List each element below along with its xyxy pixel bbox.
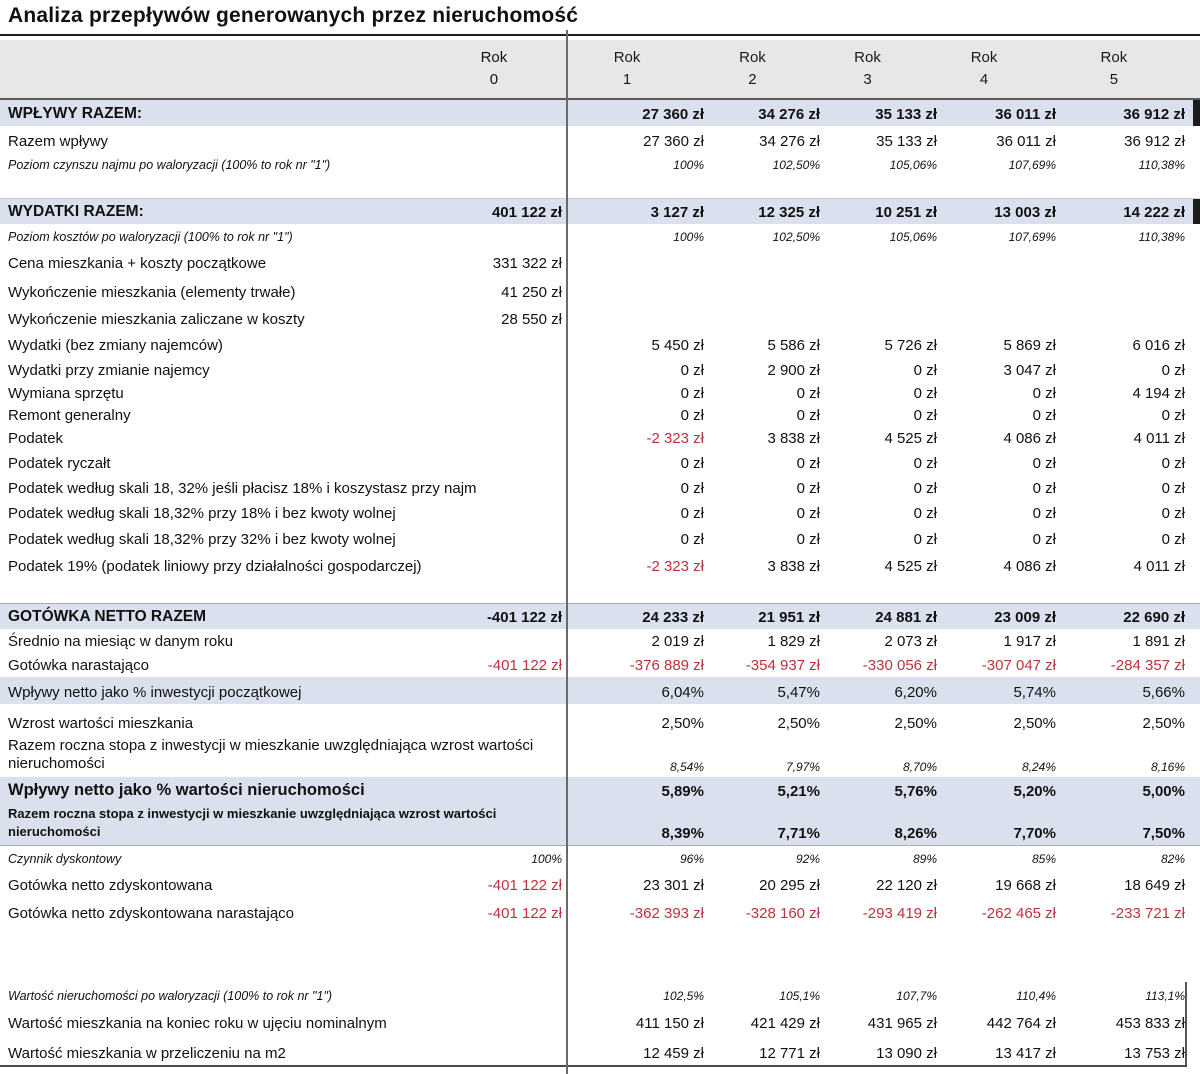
row-label: Wpływy netto jako % wartości nieruchomości xyxy=(8,781,365,799)
cell-rok-4: 107,69% xyxy=(1008,158,1056,172)
row-label-cell xyxy=(0,331,566,357)
cell-rok-2: 12 771 zł xyxy=(759,1045,820,1062)
cell-rok-2: 0 zł xyxy=(796,480,820,497)
table-bottom-border xyxy=(0,1065,1187,1067)
row-label-cell xyxy=(0,897,566,925)
cell-rok-2: 21 951 zł xyxy=(758,609,820,626)
row-label-cell xyxy=(0,704,566,735)
cell-rok-1: -376 889 zł xyxy=(629,657,704,674)
cell-rok-4: 3 047 zł xyxy=(1003,362,1056,379)
cell-rok-1: 0 zł xyxy=(680,480,704,497)
table-row xyxy=(0,1006,1200,1035)
cell-rok-5: 14 222 zł xyxy=(1123,204,1185,221)
cell-rok-3: -293 419 zł xyxy=(862,905,937,922)
row-label-cell xyxy=(0,525,566,551)
cell-rok-3: 24 881 zł xyxy=(875,609,937,626)
cell-rok-5: 18 649 zł xyxy=(1124,877,1185,894)
table-row xyxy=(0,405,1200,427)
cell-rok-3: 22 120 zł xyxy=(876,877,937,894)
cell-rok-2: 5 586 zł xyxy=(767,337,820,354)
cell-rok-5: 36 912 zł xyxy=(1123,106,1185,123)
cell-rok-2 xyxy=(704,304,820,331)
cell-rok-4: 85% xyxy=(1031,852,1056,866)
table-row xyxy=(0,629,1200,653)
row-label-cell xyxy=(0,677,566,704)
cell-rok-3: 431 965 zł xyxy=(867,1015,937,1032)
cell-rok-5: 82% xyxy=(1160,852,1185,866)
cell-rok-3: 8,26% xyxy=(894,825,937,842)
cell-rok-5: 0 zł xyxy=(1161,531,1185,548)
cell-rok-1: 100% xyxy=(673,158,704,172)
cell-rok-2: 102,50% xyxy=(772,158,820,172)
cell-rok-4: 13 003 zł xyxy=(994,204,1056,221)
row-label-cell xyxy=(0,405,566,427)
cell-rok-3: 0 zł xyxy=(913,455,937,472)
row-label: Wpływy netto jako % inwestycji początkowej xyxy=(8,684,302,701)
cell-rok-4: 4 086 zł xyxy=(1003,430,1056,447)
row-label: Gotówka netto zdyskontowana narastająco xyxy=(8,905,295,922)
cell-rok-1: 2 019 zł xyxy=(651,633,704,650)
table-row xyxy=(0,869,1200,897)
cell-rok-1: 0 zł xyxy=(680,531,704,548)
row-label-cell xyxy=(0,735,566,777)
cell-rok-4: 36 011 zł xyxy=(995,106,1056,123)
cell-rok-0: 41 250 zł xyxy=(501,284,562,301)
table-row xyxy=(0,153,1200,175)
cell-rok-4: 19 668 zł xyxy=(995,877,1056,894)
cell-rok-1: 100% xyxy=(673,230,704,244)
cell-rok-3: 107,7% xyxy=(896,989,937,1003)
cell-rok-4: 110,4% xyxy=(1016,989,1056,1003)
cell-rok-5: 110,38% xyxy=(1138,158,1185,172)
cell-rok-3: 35 133 zł xyxy=(876,133,937,150)
row-label: Wydatki przy zmianie najemcy xyxy=(8,362,210,379)
cell-rok-2: 3 838 zł xyxy=(767,430,820,447)
cell-rok-4: 5,74% xyxy=(1013,684,1056,701)
cell-rok-2: 34 276 zł xyxy=(758,106,820,123)
cell-rok-2: 1 829 zł xyxy=(767,633,820,650)
row-label: Podatek 19% (podatek liniowy przy działalności gospodarczej) xyxy=(8,558,422,575)
cell-rok-5: 4 011 zł xyxy=(1133,558,1185,575)
cell-rok-2: 102,50% xyxy=(772,230,820,244)
row-label: Poziom czynszu najmu po waloryzacji (100% to rok nr "1") xyxy=(8,158,331,172)
cell-rok-2: 92% xyxy=(795,852,820,866)
cell-rok-3: 89% xyxy=(912,852,937,866)
row-label-cell xyxy=(0,450,566,475)
cell-rok-2: 2 900 zł xyxy=(767,362,820,379)
cell-rok-4: 36 011 zł xyxy=(996,133,1056,150)
table-row xyxy=(0,427,1200,450)
cell-rok-0: -401 122 zł xyxy=(487,657,562,674)
row-label: Podatek według skali 18,32% przy 18% i bez kwoty wolnej xyxy=(8,505,396,522)
row-label: WYDATKI RAZEM: xyxy=(8,203,144,220)
cell-rok-3: 2,50% xyxy=(894,715,937,732)
cell-rok-5: 0 zł xyxy=(1161,362,1185,379)
cell-rok-0: 331 322 zł xyxy=(492,255,562,272)
cell-rok-3: 5,76% xyxy=(894,783,937,800)
cell-rok-3: 0 zł xyxy=(913,385,937,402)
row-label: Podatek ryczałt xyxy=(8,455,111,472)
cell-rok-0: 401 122 zł xyxy=(491,204,562,221)
cell-rok-1: 24 233 zł xyxy=(642,609,704,626)
row-label-cell xyxy=(0,551,566,578)
cell-rok-2: 12 325 zł xyxy=(758,204,820,221)
table-row xyxy=(0,100,1200,126)
cell-rok-5: 8,16% xyxy=(1150,760,1185,774)
row-label: Wzrost wartości mieszkania xyxy=(8,715,194,732)
row-label-cell xyxy=(0,382,566,405)
row-label-cell xyxy=(0,304,566,331)
row-label-cell xyxy=(0,100,566,126)
row-label-cell xyxy=(0,653,566,677)
cell-rok-1: 3 127 zł xyxy=(650,204,704,221)
cell-rok-5: 22 690 zł xyxy=(1123,609,1185,626)
table-row xyxy=(0,845,1200,869)
cell-rok-4: 0 zł xyxy=(1032,480,1056,497)
cell-rok-5: 0 zł xyxy=(1161,480,1185,497)
row-label: Wartość nieruchomości po waloryzacji (100% to rok nr "1") xyxy=(8,989,333,1003)
cell-rok-1: 96% xyxy=(679,852,704,866)
table-row xyxy=(0,803,1200,845)
cell-rok-5: 4 194 zł xyxy=(1132,385,1185,402)
cell-rok-1: 0 zł xyxy=(680,407,704,424)
cell-rok-2: 0 zł xyxy=(796,455,820,472)
cell-rok-2: 0 zł xyxy=(796,407,820,424)
row-label: Remont generalny xyxy=(8,407,131,424)
spacer-row xyxy=(0,578,1200,603)
cell-rok-2: 105,1% xyxy=(779,989,820,1003)
page-title: Analiza przepływów generowanych przez nieruchomość xyxy=(8,4,579,27)
cell-rok-1: 0 zł xyxy=(680,505,704,522)
cell-rok-4: -262 465 zł xyxy=(981,905,1056,922)
table-row xyxy=(0,982,1200,1006)
row-label-cell xyxy=(0,1006,566,1035)
cell-rok-3: -330 056 zł xyxy=(862,657,937,674)
table-row xyxy=(0,275,1200,304)
cell-rok-1: 23 301 zł xyxy=(643,877,704,894)
cell-rok-4 xyxy=(937,247,1056,275)
table-row xyxy=(0,677,1200,704)
cell-rok-4: 13 417 zł xyxy=(995,1045,1056,1062)
cell-rok-4: -307 047 zł xyxy=(981,657,1056,674)
row-label-cell xyxy=(0,199,566,224)
cell-rok-1: 27 360 zł xyxy=(643,133,704,150)
cell-rok-4: 5 869 zł xyxy=(1003,337,1056,354)
cell-rok-5: 0 zł xyxy=(1161,407,1185,424)
table-row xyxy=(0,735,1200,777)
row-label: Wymiana sprzętu xyxy=(8,385,124,402)
table-row xyxy=(0,551,1200,578)
cell-rok-5: 110,38% xyxy=(1138,230,1185,244)
cell-rok-1: 0 zł xyxy=(680,385,704,402)
cell-rok-2: 0 zł xyxy=(796,385,820,402)
column-header-rok-1: Rok 1 xyxy=(613,49,641,88)
row-label-cell xyxy=(0,224,566,247)
header-spacer-cell xyxy=(0,40,559,98)
cell-rok-4: 1 917 zł xyxy=(1003,633,1056,650)
cell-rok-1: 411 150 zł xyxy=(635,1015,704,1032)
row-label-cell xyxy=(0,275,566,304)
cell-rok-3: 13 090 zł xyxy=(876,1045,937,1062)
cell-rok-5: 5,66% xyxy=(1142,684,1185,701)
row-label: Podatek xyxy=(8,430,64,447)
cell-rok-3: 35 133 zł xyxy=(875,106,937,123)
table-row xyxy=(0,198,1200,224)
cell-rok-0: 28 550 zł xyxy=(501,311,562,328)
cell-rok-4: 0 zł xyxy=(1032,531,1056,548)
table-body xyxy=(0,100,1200,1065)
cell-rok-1: 12 459 zł xyxy=(643,1045,704,1062)
cell-rok-4: 0 zł xyxy=(1032,407,1056,424)
row-label: Poziom kosztów po waloryzacji (100% to rok nr "1") xyxy=(8,230,293,244)
table-row xyxy=(0,525,1200,551)
cell-rok-4: 107,69% xyxy=(1008,230,1056,244)
cell-rok-5: 0 zł xyxy=(1161,455,1185,472)
cell-rok-4 xyxy=(937,275,1056,304)
row-label-cell xyxy=(0,1035,566,1065)
cell-rok-5 xyxy=(1056,304,1200,331)
row-label: Razem roczna stopa z inwestycji w mieszkanie uwzględniająca wzrost wartości nieruchomości xyxy=(8,737,534,772)
column-header-rok-3: Rok 3 xyxy=(854,49,881,88)
table-row xyxy=(0,1035,1200,1065)
row-label: Średnio na miesiąc w danym roku xyxy=(8,633,234,650)
cell-rok-1: 0 zł xyxy=(680,455,704,472)
cell-rok-1: 6,04% xyxy=(661,684,704,701)
row-label-cell xyxy=(0,777,566,803)
row-label: Podatek według skali 18,32% przy 32% i bez kwoty wolnej xyxy=(8,531,396,548)
cell-rok-3 xyxy=(820,304,937,331)
cell-rok-1: -2 323 zł xyxy=(646,558,704,575)
table-row xyxy=(0,653,1200,677)
cell-rok-1: -2 323 zł xyxy=(646,430,704,447)
row-label: Razem wpływy xyxy=(8,133,109,150)
cell-rok-2: 2,50% xyxy=(777,715,820,732)
cell-rok-1: 27 360 zł xyxy=(642,106,704,123)
cell-rok-4: 0 zł xyxy=(1032,385,1056,402)
table-row xyxy=(0,331,1200,357)
cell-rok-3: 4 525 zł xyxy=(884,430,937,447)
column-header-rok-4: Rok 4 xyxy=(970,49,998,88)
cell-rok-1 xyxy=(566,247,704,275)
cell-rok-5 xyxy=(1056,275,1200,304)
cell-rok-5: 0 zł xyxy=(1161,505,1185,522)
cell-rok-1: 8,39% xyxy=(661,825,704,842)
cell-rok-3: 105,06% xyxy=(889,230,937,244)
cell-rok-2: -328 160 zł xyxy=(745,905,820,922)
table-row xyxy=(0,777,1200,803)
cell-rok-5: 5,00% xyxy=(1142,783,1185,800)
table-row xyxy=(0,304,1200,331)
spacer-row xyxy=(0,175,1200,198)
row-label: Wydatki (bez zmiany najemców) xyxy=(8,337,223,354)
cell-rok-3: 0 zł xyxy=(913,480,937,497)
table-row xyxy=(0,704,1200,735)
column-header-rok-5: Rok 5 xyxy=(1100,49,1128,88)
cell-rok-4: 7,70% xyxy=(1013,825,1056,842)
column-header-rok-2: Rok 2 xyxy=(739,49,766,88)
cell-rok-2: 5,47% xyxy=(777,684,820,701)
row-label: Gotówka narastająco xyxy=(8,657,149,674)
cell-rok-3: 6,20% xyxy=(894,684,937,701)
table-row xyxy=(0,603,1200,629)
cell-rok-4 xyxy=(937,304,1056,331)
row-label-cell xyxy=(0,126,566,153)
cell-rok-4: 8,24% xyxy=(1021,760,1056,774)
cell-rok-2: 20 295 zł xyxy=(759,877,820,894)
cell-rok-5: -284 357 zł xyxy=(1110,657,1185,674)
cell-rok-4: 2,50% xyxy=(1013,715,1056,732)
table-row xyxy=(0,382,1200,405)
row-label: GOTÓWKA NETTO RAZEM xyxy=(8,608,207,625)
cell-rok-2: 0 zł xyxy=(796,505,820,522)
cell-rok-3 xyxy=(820,275,937,304)
cell-rok-3: 10 251 zł xyxy=(875,204,937,221)
cell-rok-2 xyxy=(704,247,820,275)
cell-rok-5: -233 721 zł xyxy=(1110,905,1185,922)
cell-rok-4: 5,20% xyxy=(1013,783,1056,800)
row-label-cell xyxy=(0,357,566,382)
cell-rok-2: -354 937 zł xyxy=(745,657,820,674)
row-label-cell xyxy=(0,153,566,175)
cell-rok-3: 0 zł xyxy=(913,362,937,379)
column-header-rok-0: Rok 0 xyxy=(480,49,508,88)
cell-rok-0: -401 122 zł xyxy=(487,905,562,922)
table-row xyxy=(0,126,1200,153)
table-row xyxy=(0,224,1200,247)
row-label-cell xyxy=(0,803,566,845)
table-header-row xyxy=(0,40,1200,100)
spacer-row xyxy=(0,925,1200,982)
cell-rok-2: 7,71% xyxy=(777,825,820,842)
cell-rok-1: -362 393 zł xyxy=(629,905,704,922)
cell-rok-3: 5 726 zł xyxy=(884,337,937,354)
cell-rok-2: 421 429 zł xyxy=(750,1015,820,1032)
row-label-cell xyxy=(0,475,566,500)
table-row xyxy=(0,357,1200,382)
cell-rok-2: 3 838 zł xyxy=(767,558,820,575)
row-label: WPŁYWY RAZEM: xyxy=(8,105,143,122)
title-bar xyxy=(0,0,1200,36)
row-label-cell xyxy=(0,982,566,1006)
cell-rok-4: 0 zł xyxy=(1032,505,1056,522)
cell-rok-1: 8,54% xyxy=(669,760,704,774)
row-label-cell xyxy=(0,604,566,629)
table-row xyxy=(0,247,1200,275)
cell-rok-5: 1 891 zł xyxy=(1132,633,1185,650)
row-label: Czynnik dyskontowy xyxy=(8,852,122,866)
table-row xyxy=(0,450,1200,475)
cell-rok-0: -401 122 zł xyxy=(487,877,562,894)
column-divider-line xyxy=(566,30,568,1074)
cell-rok-1: 5,89% xyxy=(661,783,704,800)
cell-rok-2: 34 276 zł xyxy=(759,133,820,150)
cell-rok-3: 8,70% xyxy=(902,760,937,774)
cell-rok-5: 13 753 zł xyxy=(1124,1045,1185,1062)
table-row xyxy=(0,500,1200,525)
cell-rok-5 xyxy=(1056,247,1200,275)
cell-rok-3 xyxy=(820,247,937,275)
cell-rok-5: 113,1% xyxy=(1145,989,1185,1003)
cell-rok-4: 23 009 zł xyxy=(994,609,1056,626)
row-label: Wykończenie mieszkania (elementy trwałe) xyxy=(8,284,296,301)
cell-rok-5: 453 833 zł xyxy=(1115,1015,1185,1032)
cell-rok-2: 7,97% xyxy=(785,760,820,774)
row-label: Razem roczna stopa z inwestycji w mieszkanie uwzględniająca wzrost wartości nieruchomości xyxy=(8,806,497,839)
cell-rok-1 xyxy=(566,275,704,304)
cell-rok-5: 2,50% xyxy=(1142,715,1185,732)
cell-rok-5: 4 011 zł xyxy=(1133,430,1185,447)
cell-rok-1: 5 450 zł xyxy=(651,337,704,354)
row-label-cell xyxy=(0,629,566,653)
cell-rok-3: 0 zł xyxy=(913,407,937,424)
row-label-cell xyxy=(0,869,566,897)
row-label: Podatek według skali 18, 32% jeśli płacisz 18% i koszystasz przy najm xyxy=(8,480,477,497)
row-label: Wartość mieszkania na koniec roku w ujęciu nominalnym xyxy=(8,1015,387,1032)
row-label: Wartość mieszkania w przeliczeniu na m2 xyxy=(8,1045,286,1062)
cell-rok-1: 2,50% xyxy=(661,715,704,732)
cell-rok-1: 102,5% xyxy=(663,989,704,1003)
cell-rok-1 xyxy=(566,304,704,331)
cell-rok-5: 6 016 zł xyxy=(1132,337,1185,354)
cell-rok-2: 5,21% xyxy=(777,783,820,800)
cell-rok-0: 100% xyxy=(531,852,562,866)
cell-rok-5: 36 912 zł xyxy=(1124,133,1185,150)
row-label-cell xyxy=(0,846,566,869)
row-label-cell xyxy=(0,247,566,275)
row-label-cell xyxy=(0,427,566,450)
cell-rok-3: 4 525 zł xyxy=(884,558,937,575)
cell-rok-1: 0 zł xyxy=(680,362,704,379)
cell-rok-4: 0 zł xyxy=(1032,455,1056,472)
cell-rok-2: 0 zł xyxy=(796,531,820,548)
row-label: Cena mieszkania + koszty początkowe xyxy=(8,255,267,272)
table-row xyxy=(0,897,1200,925)
table-row xyxy=(0,475,1200,500)
cell-rok-3: 0 zł xyxy=(913,531,937,548)
cell-rok-3: 2 073 zł xyxy=(884,633,937,650)
row-label-cell xyxy=(0,500,566,525)
cell-rok-3: 105,06% xyxy=(889,158,937,172)
cell-rok-0: -401 122 zł xyxy=(486,609,562,626)
cell-rok-4: 4 086 zł xyxy=(1003,558,1056,575)
cell-rok-3: 0 zł xyxy=(913,505,937,522)
row-label: Wykończenie mieszkania zaliczane w koszty xyxy=(8,311,305,328)
cell-rok-4: 442 764 zł xyxy=(986,1015,1056,1032)
row-label: Gotówka netto zdyskontowana xyxy=(8,877,213,894)
cell-rok-2 xyxy=(704,275,820,304)
cell-rok-5: 7,50% xyxy=(1142,825,1185,842)
